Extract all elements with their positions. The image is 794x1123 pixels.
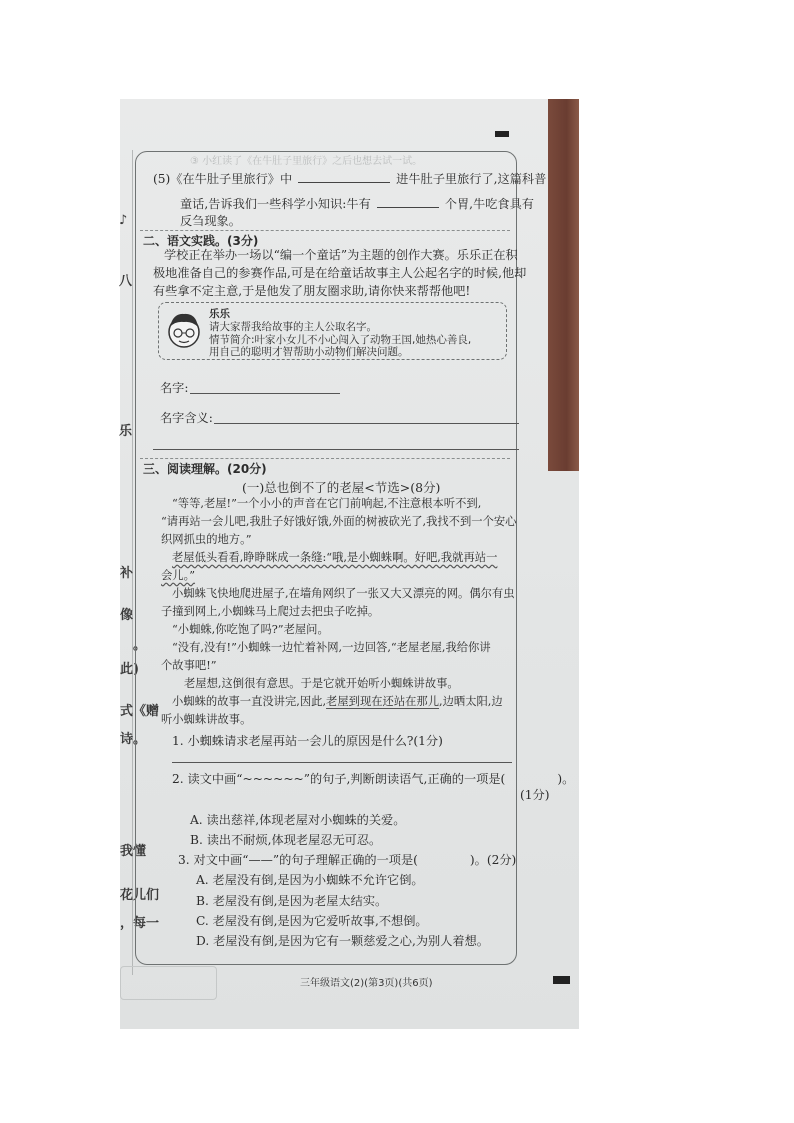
- passage-line: 听小蜘蛛讲故事。: [161, 713, 252, 726]
- q3-option-c: C. 老屋没有倒,是因为它爱听故事,不想倒。: [196, 914, 428, 928]
- passage-wavy-sentence: 老屋低头看看,睁睁眯成一条缝:“哦,是小蜘蛛啊。好吧,我就再站一: [172, 551, 498, 564]
- bubble-line: 情节简介:叶家小女儿不小心闯入了动物王国,她热心善良,: [209, 334, 472, 346]
- section2-para-line: 极地准备自己的参赛作品,可是在给童话故事主人公起名字的时候,他却: [153, 266, 527, 280]
- q3-option-b: B. 老屋没有倒,是因为老屋太结实。: [196, 894, 388, 908]
- q5-line3: 反刍现象。: [180, 214, 241, 228]
- meaning-label: 名字含义:: [160, 411, 213, 425]
- left-fragment: 诗。: [120, 732, 147, 747]
- passage-wavy-sentence: 会儿。”: [161, 569, 196, 582]
- q5-blank-1[interactable]: [298, 170, 390, 183]
- page-mark: [553, 976, 570, 984]
- passage-line: “等等,老屋!”一个小小的声音在它门前响起,不注意根本听不到,: [172, 497, 482, 510]
- passage-line: 老屋想,这倒很有意思。于是它就开始听小蜘蛛讲故事。: [184, 677, 459, 690]
- section2-title: 二、语文实践。(3分): [143, 234, 259, 248]
- left-fragment: 我懂: [120, 844, 147, 859]
- bubble-line: 用自己的聪明才智帮助小动物们解决问题。: [209, 346, 409, 358]
- q2-option-b: B. 读出不耐烦,体现老屋忍无可忍。: [190, 833, 382, 847]
- passage-line: “小蜘蛛,你吃饱了吗?”老屋问。: [172, 623, 329, 636]
- wood-background: [548, 99, 579, 471]
- faint-bleed-text: ③ 小红读了《在牛肚子里旅行》之后也想去试一试。: [190, 156, 423, 167]
- corner-mark: [495, 131, 509, 137]
- left-fragment: 式《赠: [120, 704, 160, 719]
- passage-line: 个故事吧!”: [161, 659, 217, 672]
- divider: [140, 458, 510, 459]
- q5-line1: (5)《在牛肚子里旅行》中 进牛肚子里旅行了,这篇科普: [153, 172, 547, 186]
- passage-title: (一)总也倒不了的老屋<节选>(8分): [242, 480, 441, 495]
- chat-bubble: [158, 302, 507, 360]
- faint-left-box: [120, 966, 217, 1000]
- meaning-answer-line-1[interactable]: [214, 423, 519, 424]
- question-1: 1. 小蜘蛛请求老屋再站一会儿的原因是什么?(1分): [172, 734, 443, 748]
- left-fragment: 花儿们: [120, 888, 160, 903]
- meaning-answer-line-2[interactable]: [153, 449, 519, 450]
- name-label: 名字:: [160, 381, 189, 395]
- divider: [140, 230, 510, 231]
- passage-line: “没有,没有!”小蜘蛛一边忙着补网,一边回答,“老屋老屋,我给你讲: [172, 641, 491, 654]
- section3-title: 三、阅读理解。(20分): [143, 462, 267, 476]
- left-fragment: 乐: [119, 424, 133, 439]
- q3-option-a: A. 老屋没有倒,是因为小蜘蛛不允许它倒。: [196, 873, 424, 887]
- left-fragment: 八: [119, 274, 133, 289]
- q3-option-d: D. 老屋没有倒,是因为它有一颗慈爱之心,为别人着想。: [196, 934, 489, 948]
- name-answer-line[interactable]: [190, 393, 340, 394]
- q1-answer-line[interactable]: [172, 762, 512, 763]
- q5-blank-2[interactable]: [377, 195, 439, 208]
- question-2-score: (1分): [520, 788, 550, 802]
- passage-line: “请再站一会儿吧,我肚子好饿好饿,外面的树被砍光了,我找不到一个安心: [161, 515, 517, 528]
- bubble-line: 请大家帮我给故事的主人公取名字。: [209, 321, 377, 333]
- boy-avatar-icon: [165, 309, 203, 351]
- passage-underlined-sentence: 老屋到现在还站在那儿: [326, 695, 440, 708]
- left-fragment: 补: [120, 566, 134, 581]
- left-fragment: 此): [120, 662, 139, 677]
- passage-last-line: 小蜘蛛的故事一直没讲完,因此,老屋到现在还站在那儿,边晒太阳,边: [172, 695, 503, 708]
- left-fragment: ，每一: [120, 916, 160, 931]
- left-fragment: ♪: [119, 213, 128, 228]
- page-footer: 三年级语文(2)(第3页)(共6页): [300, 978, 433, 989]
- section2-para-line: 学校正在举办一场以“编一个童话”为主题的创作大赛。乐乐正在积: [164, 248, 518, 262]
- bubble-name: 乐乐: [209, 308, 230, 320]
- passage-line: 小蜘蛛飞快地爬进屋子,在墙角网织了一张又大又漂亮的网。偶尔有虫: [172, 587, 515, 600]
- q5-line2: 童话,告诉我们一些科学小知识:牛有 个胃,牛吃食具有: [180, 197, 534, 211]
- question-3: 3. 对文中画“——”的句子理解正确的一项是( )。(2分): [178, 853, 517, 867]
- question-2: 2. 读文中画“~~~~~~”的句子,判断朗读语气,正确的一项是( )。: [172, 772, 575, 786]
- passage-line: 子撞到网上,小蜘蛛马上爬过去把虫子吃掉。: [161, 605, 380, 618]
- section2-para-line: 有些拿不定主意,于是他发了朋友圈求助,请你快来帮帮他吧!: [153, 284, 471, 298]
- left-fragment: 像: [120, 608, 134, 623]
- passage-line: 织网抓虫的地方。”: [161, 533, 252, 546]
- q2-option-a: A. 读出慈祥,体现老屋对小蜘蛛的关爱。: [190, 813, 406, 827]
- left-fragment: 。: [133, 638, 147, 653]
